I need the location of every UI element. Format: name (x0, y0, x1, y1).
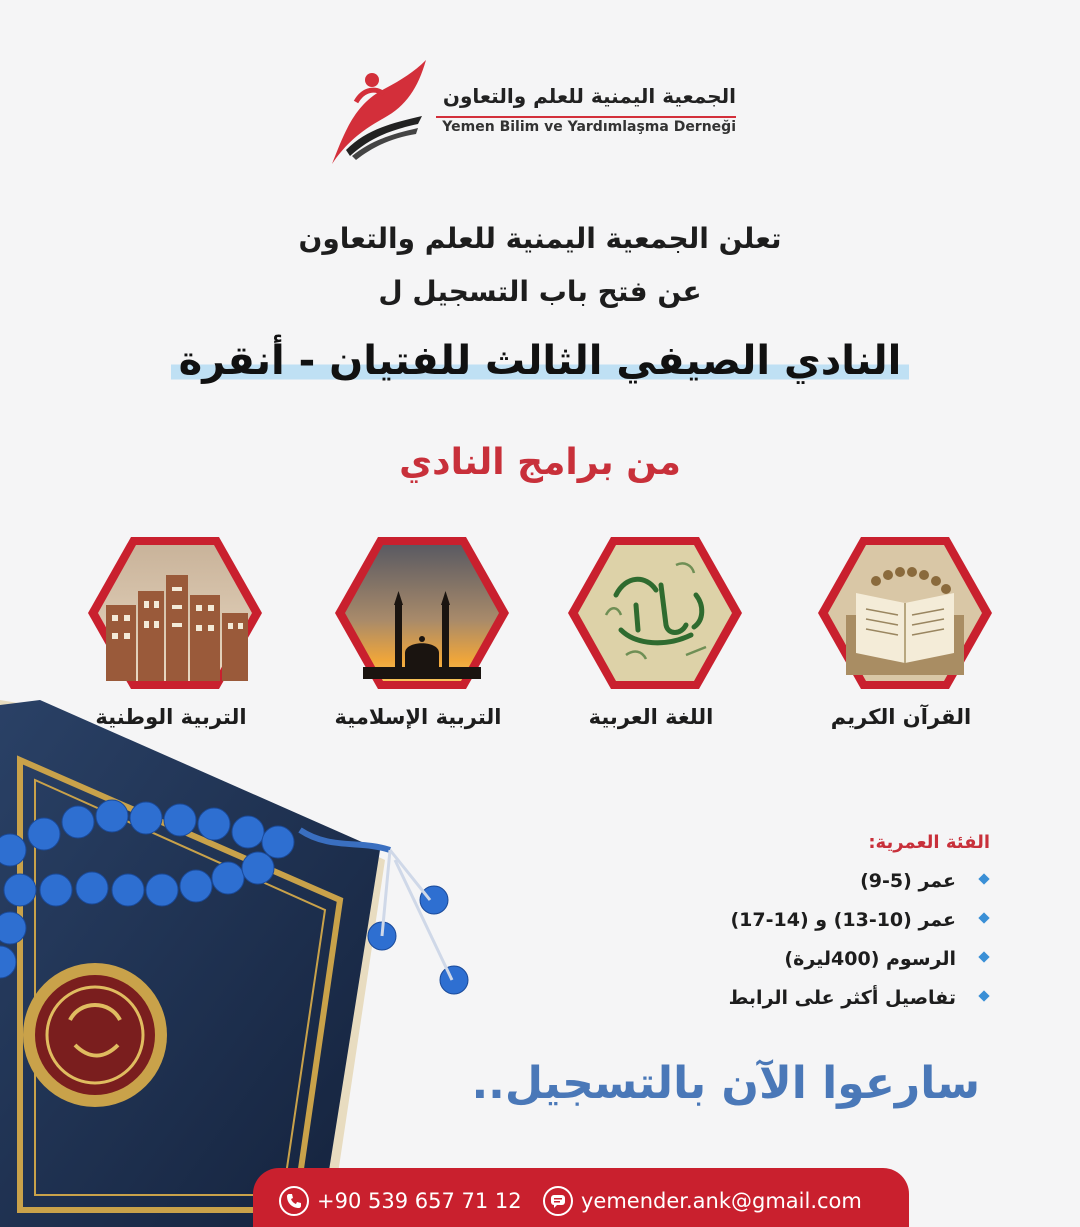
quran-book-image-icon (0, 700, 480, 1227)
mosque-image-icon (333, 535, 511, 691)
programs-heading: من برامج النادي (399, 442, 681, 483)
announcement-line2: عن فتح باب التسجيل ل (378, 275, 702, 308)
program-quran-label: القرآن الكريم (830, 705, 972, 729)
arabic-calligraphy-image-icon (566, 535, 744, 691)
age-info-item (570, 906, 990, 945)
event-title: النادي الصيفي الثالث للفتيان - أنقرة (171, 338, 910, 384)
organization-name-ar: الجمعية اليمنية للعلم والتعاون (442, 84, 736, 108)
diamond-bullet-icon (978, 873, 989, 884)
diamond-bullet-icon (978, 990, 989, 1001)
email-address: yemender.ank@gmail.com (581, 1189, 862, 1213)
program-national-hex (86, 535, 264, 691)
organization-logo (326, 58, 746, 168)
announcement-line1: تعلن الجمعية اليمنية للعلم والتعاون (298, 222, 782, 255)
program-islamic-label: التربية الإسلامية (334, 705, 502, 729)
phone-icon (279, 1186, 309, 1216)
age-info-text: الرسوم (400ليرة) (784, 948, 956, 970)
age-info-item (570, 984, 990, 1023)
title-wrapper (0, 338, 1080, 384)
email-contact[interactable] (543, 1185, 862, 1217)
age-info-title: الفئة العمرية: (868, 832, 990, 853)
age-info (570, 832, 990, 1023)
contact-bar (253, 1168, 909, 1227)
book-flag-logo-icon (326, 58, 431, 168)
program-quran-hex (816, 535, 994, 691)
age-info-text: عمر (5-9) (860, 870, 956, 892)
organization-name-tr: Yemen Bilim ve Yardımlaşma Derneği (442, 119, 736, 135)
program-islamic-hex (333, 535, 511, 691)
logo-divider (436, 116, 736, 118)
sanaa-city-image-icon (86, 535, 264, 691)
age-info-text: عمر (10-13) و (14-17) (730, 909, 956, 931)
program-national-label: التربية الوطنية (95, 705, 247, 729)
age-info-item (570, 945, 990, 984)
age-info-item (570, 867, 990, 906)
program-arabic-label: اللغة العربية (588, 705, 714, 729)
diamond-bullet-icon (978, 951, 989, 962)
age-info-text: تفاصيل أكثر على الرابط (728, 987, 956, 1009)
chat-icon (543, 1186, 573, 1216)
program-arabic-hex (566, 535, 744, 691)
phone-contact[interactable] (279, 1185, 522, 1217)
call-to-action: سارعوا الآن بالتسجيل.. (471, 1058, 980, 1109)
quran-image-icon (816, 535, 994, 691)
diamond-bullet-icon (978, 912, 989, 923)
phone-number: +90 539 657 71 12 (317, 1189, 522, 1213)
